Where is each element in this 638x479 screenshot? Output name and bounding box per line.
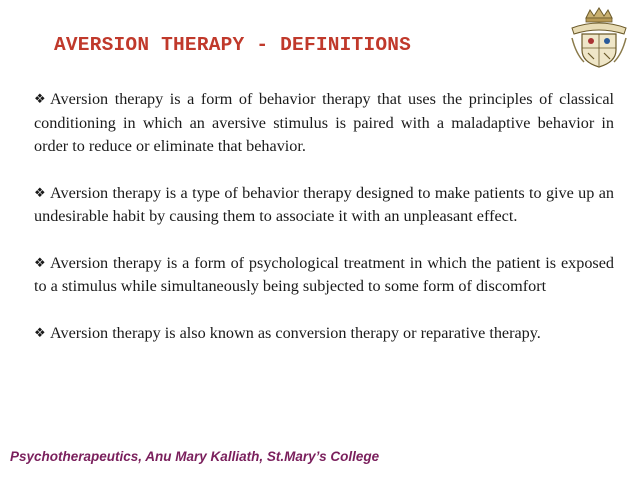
definition-text: Aversion therapy is a type of behavior therapy designed to make patients to give up an undesirable habit by causing them to associate it with an unpleasant effect. [34,183,614,225]
slide-title: AVERSION THERAPY - DEFINITIONS [54,34,412,56]
slide-footer: Psychotherapeutics, Anu Mary Kalliath, St.Mary’s College [10,449,380,464]
definition-item-1 [34,87,614,159]
definition-text: Aversion therapy is also known as conversion therapy or reparative therapy. [50,323,541,342]
college-crest-icon [566,4,632,70]
definition-text: Aversion therapy is a form of psychological treatment in which the patient is exposed to a stimulus while simultaneously being subjected to some form of discomfort [34,253,614,295]
definition-item-3 [34,251,614,299]
diamond-bullet-icon: ❖ [34,184,46,200]
diamond-bullet-icon: ❖ [34,91,46,106]
definition-item-2 [34,181,614,229]
diamond-bullet-icon: ❖ [34,324,46,340]
definition-text: Aversion therapy is a form of behavior therapy that uses the principles of classical conditioning in which an aversive stimulus is paired with a maladaptive behavior in order to reduce or eliminate that behavior. [34,90,614,155]
definition-item-4 [34,321,614,346]
definition-list [34,87,614,367]
diamond-bullet-icon: ❖ [34,254,46,270]
